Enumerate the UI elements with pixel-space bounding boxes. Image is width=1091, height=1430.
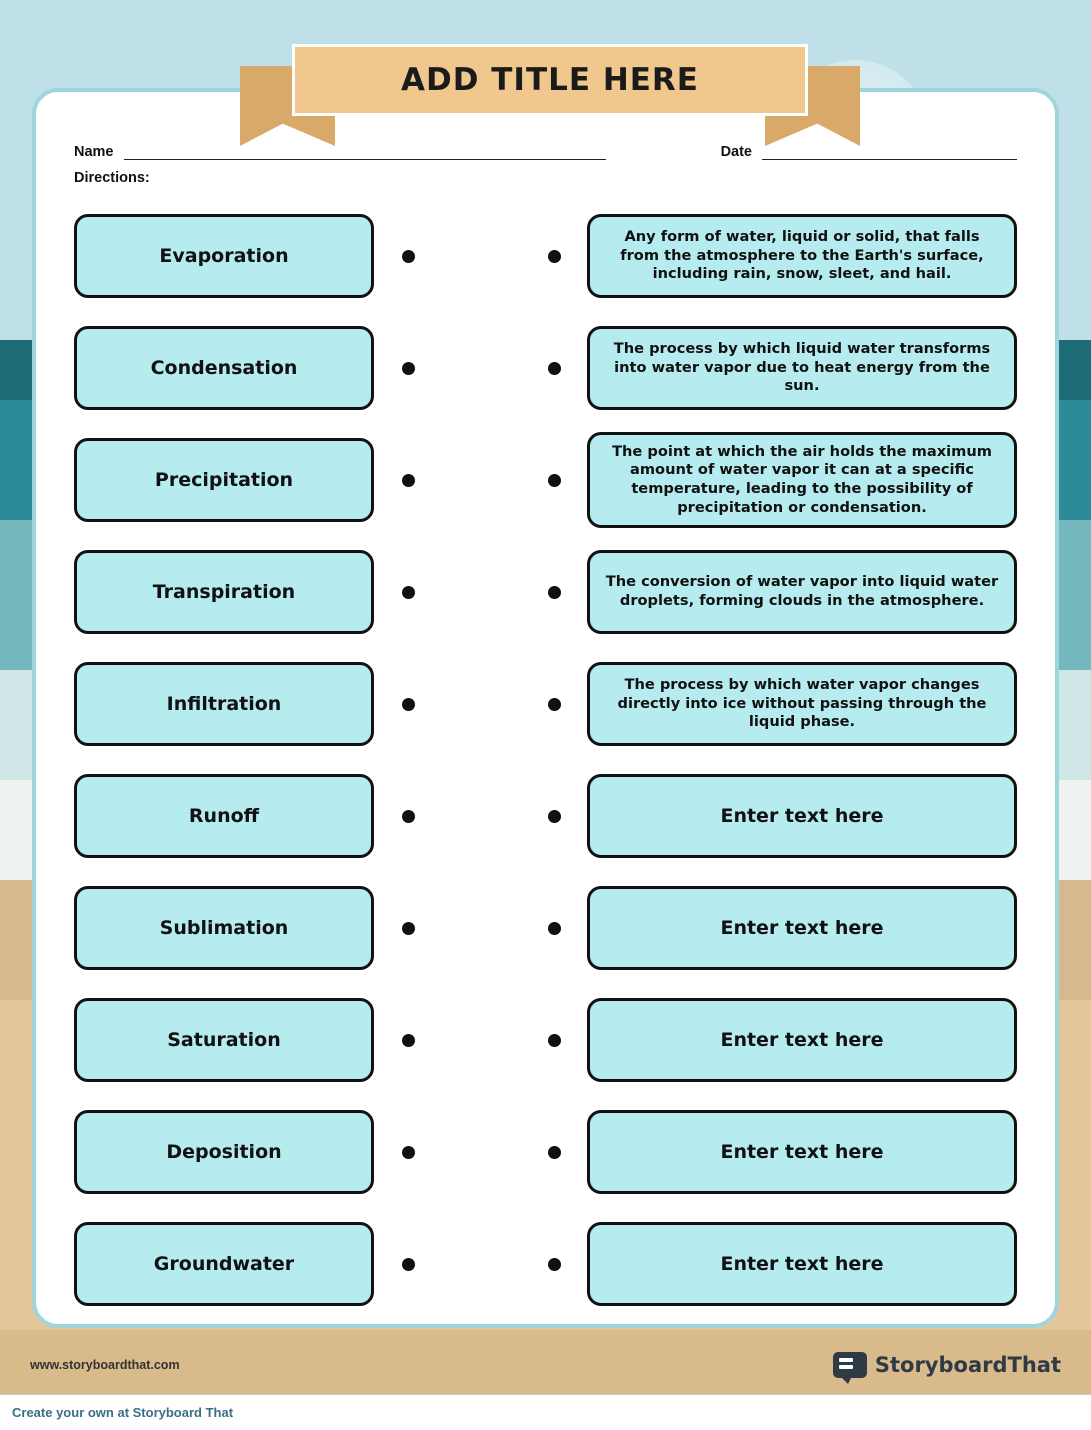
term-box[interactable] — [74, 438, 374, 522]
definition-box[interactable] — [587, 326, 1017, 410]
definition-connector-dot[interactable] — [548, 362, 561, 375]
term-label: Condensation — [150, 357, 298, 379]
ribbon-banner[interactable] — [292, 44, 808, 116]
definition-connector-dot[interactable] — [548, 586, 561, 599]
term-label: Groundwater — [153, 1253, 295, 1275]
term-connector-dot[interactable] — [402, 810, 415, 823]
term-label: Sublimation — [159, 917, 289, 939]
definition-connector-dot[interactable] — [548, 474, 561, 487]
definition-text: The conversion of water vapor into liquid water droplets, forming clouds in the atmosphere. — [605, 573, 999, 609]
term-label: Deposition — [166, 1141, 282, 1163]
page-title[interactable]: ADD TITLE HERE — [401, 62, 699, 98]
date-label: Date — [720, 144, 752, 160]
definition-box[interactable] — [587, 1222, 1017, 1306]
term-box[interactable] — [74, 326, 374, 410]
date-input-line[interactable] — [762, 144, 1017, 160]
definition-box[interactable] — [587, 998, 1017, 1082]
match-row — [74, 1096, 1017, 1208]
brand-logo — [833, 1352, 1061, 1378]
term-box[interactable] — [74, 774, 374, 858]
match-row — [74, 648, 1017, 760]
match-row — [74, 200, 1017, 312]
definition-box[interactable] — [587, 774, 1017, 858]
definition-box[interactable] — [587, 550, 1017, 634]
definition-text: The point at which the air holds the maximum amount of water vapor it can at a specific temperature, leading to the possibility of precipitation or condensation. — [612, 442, 992, 516]
definition-connector-dot[interactable] — [548, 250, 561, 263]
worksheet-card — [32, 88, 1059, 1328]
matching-rows — [74, 200, 1017, 1320]
match-row — [74, 872, 1017, 984]
definition-box[interactable] — [587, 1110, 1017, 1194]
term-box[interactable] — [74, 886, 374, 970]
term-connector-dot[interactable] — [402, 586, 415, 599]
definition-box[interactable] — [587, 432, 1017, 529]
term-connector-dot[interactable] — [402, 1258, 415, 1271]
term-label: Transpiration — [152, 581, 296, 603]
match-row — [74, 984, 1017, 1096]
bottom-note[interactable]: Create your own at Storyboard That — [12, 1405, 234, 1420]
definition-text: The process by which liquid water transforms into water vapor due to heat energy from the sun. — [613, 339, 991, 395]
definition-text: The process by which water vapor changes directly into ice without passing through the liquid phase. — [617, 675, 987, 731]
term-box[interactable] — [74, 1222, 374, 1306]
term-label: Runoff — [188, 805, 260, 827]
definition-text: Enter text here — [720, 1140, 884, 1163]
term-connector-dot[interactable] — [402, 250, 415, 263]
brand-name: StoryboardThat — [874, 1353, 1061, 1377]
term-box[interactable] — [74, 550, 374, 634]
term-label: Evaporation — [159, 245, 289, 267]
term-box[interactable] — [74, 1110, 374, 1194]
definition-text: Any form of water, liquid or solid, that falls from the atmosphere to the Earth's surface, including rain, snow, sleet, and hail. — [620, 227, 984, 283]
term-connector-dot[interactable] — [402, 474, 415, 487]
definition-text: Enter text here — [720, 1252, 884, 1275]
definition-box[interactable] — [587, 662, 1017, 746]
definition-connector-dot[interactable] — [548, 698, 561, 711]
match-row — [74, 312, 1017, 424]
name-input-line[interactable] — [124, 144, 606, 160]
term-connector-dot[interactable] — [402, 922, 415, 935]
page-footer — [0, 1352, 1091, 1378]
storyboard-icon — [833, 1352, 867, 1378]
definition-connector-dot[interactable] — [548, 1258, 561, 1271]
directions-label[interactable]: Directions: — [74, 170, 150, 186]
definition-box[interactable] — [587, 214, 1017, 298]
definition-text: Enter text here — [720, 1028, 884, 1051]
definition-text: Enter text here — [720, 804, 884, 827]
definition-box[interactable] — [587, 886, 1017, 970]
definition-connector-dot[interactable] — [548, 810, 561, 823]
definition-connector-dot[interactable] — [548, 1146, 561, 1159]
match-row — [74, 1208, 1017, 1320]
term-connector-dot[interactable] — [402, 698, 415, 711]
bottom-strip — [0, 1394, 1091, 1430]
match-row — [74, 424, 1017, 536]
title-ribbon — [240, 44, 860, 134]
definition-text: Enter text here — [720, 916, 884, 939]
term-box[interactable] — [74, 214, 374, 298]
term-connector-dot[interactable] — [402, 1034, 415, 1047]
match-row — [74, 536, 1017, 648]
site-url[interactable]: www.storyboardthat.com — [30, 1358, 180, 1372]
definition-connector-dot[interactable] — [548, 922, 561, 935]
term-label: Precipitation — [154, 469, 294, 491]
term-connector-dot[interactable] — [402, 362, 415, 375]
name-label: Name — [74, 144, 114, 160]
definition-connector-dot[interactable] — [548, 1034, 561, 1047]
term-label: Saturation — [167, 1029, 281, 1051]
term-box[interactable] — [74, 662, 374, 746]
term-label: Infiltration — [166, 693, 282, 715]
name-date-row — [74, 144, 1017, 160]
term-connector-dot[interactable] — [402, 1146, 415, 1159]
match-row — [74, 760, 1017, 872]
term-box[interactable] — [74, 998, 374, 1082]
